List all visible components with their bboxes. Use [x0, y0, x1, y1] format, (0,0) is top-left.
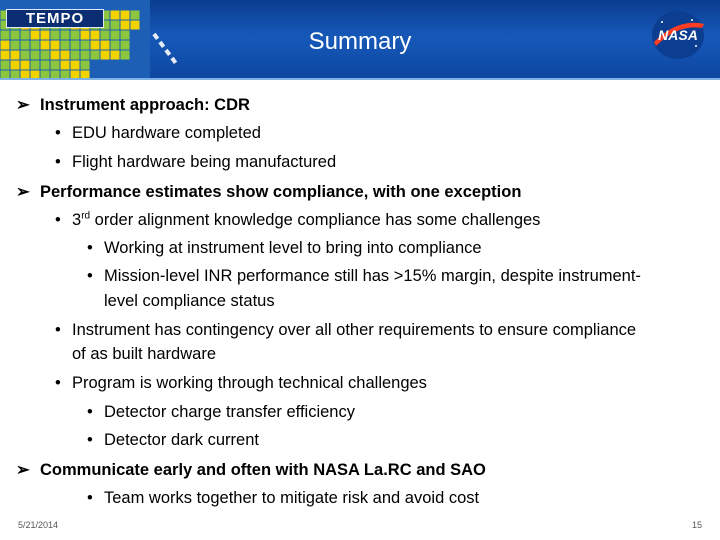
sub-bullet: • Instrument has contingency over all other requirements to ensure compliance — [55, 321, 637, 339]
slide-title: Summary — [308, 28, 412, 55]
sub-sub-bullet: • Working at instrument level to bring into compliance — [87, 239, 482, 257]
tempo-logo-text: TEMPO — [25, 10, 85, 27]
sub-bullet: • Flight hardware being manufactured — [55, 153, 337, 171]
sub-bullet: • 3rd order alignment knowledge compliance has some challenges — [55, 210, 541, 229]
sub-sub-bullet: • Detector dark current — [87, 431, 259, 449]
sub-sub-bullet: • Mission-level INR performance still has >15% margin, despite instrument- — [87, 267, 641, 285]
svg-text:NASA: NASA — [658, 27, 698, 43]
sub-sub-bullet: • Detector charge transfer efficiency — [87, 403, 355, 421]
sub-sub-bullet-continuation: level compliance status — [104, 292, 275, 310]
bullet-instrument-approach: ➢ Instrument approach: CDR — [16, 96, 250, 114]
sub-bullet: • EDU hardware completed — [55, 124, 261, 142]
bullet-communicate: ➢ Communicate early and often with NASA La.RC and SAO — [16, 461, 486, 479]
sub-sub-bullet: • Team works together to mitigate risk and avoid cost — [87, 489, 480, 507]
sub-bullet: • Program is working through technical challenges — [55, 374, 427, 392]
footer-date: 5/21/2014 — [18, 520, 59, 530]
bullet-performance-estimates: ➢ Performance estimates show compliance, with one exception — [16, 183, 522, 201]
page-number: 15 — [692, 520, 703, 530]
sub-bullet-continuation: of as built hardware — [72, 345, 216, 363]
